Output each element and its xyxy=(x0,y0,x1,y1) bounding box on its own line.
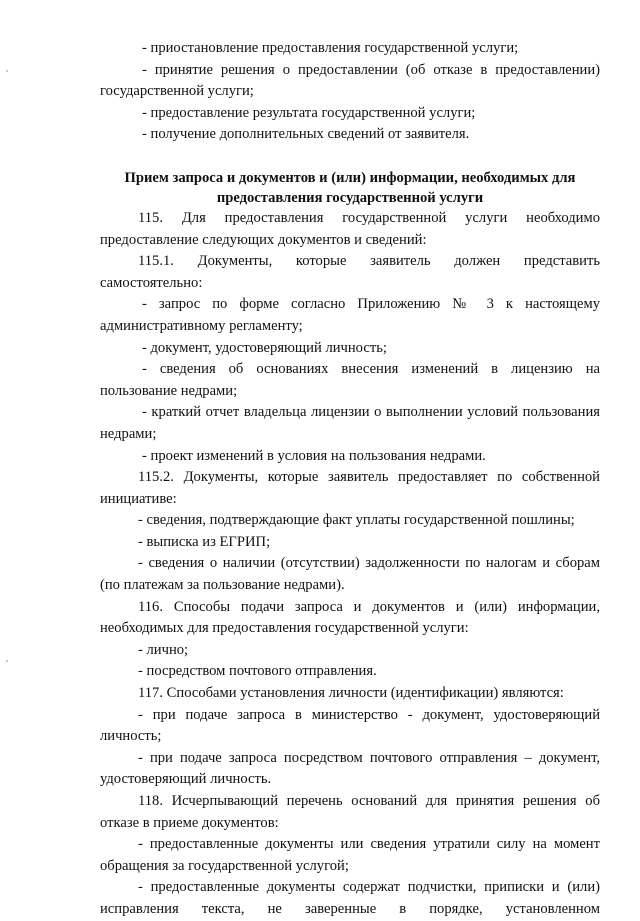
list-item: - сведения о наличии (отсутствии) задолженности по налогам и сборам (по платежам за пользование недрами). xyxy=(100,555,600,594)
list-item: - получение дополнительных сведений от заявителя. xyxy=(142,126,470,143)
list-item: - проект изменений в условия на пользования недрами. xyxy=(142,447,486,464)
paragraph: 117. Способами установления личности (идентификации) являются: xyxy=(138,685,564,702)
paragraph: 115.1. Документы, которые заявитель должен представить самостоятельно: xyxy=(100,253,600,291)
paragraph: 115. Для предоставления государственной услуги необходимо предоставление следующих документов и сведений: xyxy=(100,209,600,248)
paragraph: 118. Исчерпывающий перечень оснований для принятия решения об отказе в приеме документов: xyxy=(100,793,600,831)
section-heading: Прием запроса и документов и (или) информации, необходимых для предоставления государственной услуги xyxy=(124,169,576,206)
list-item: - при подаче запроса посредством почтового отправления – документ, удостоверяющий личность. xyxy=(100,749,600,788)
list-item: - лично; xyxy=(138,641,189,658)
list-item: - приостановление предоставления государственной услуги; xyxy=(142,40,519,56)
list-item: - выписка из ЕГРИП; xyxy=(138,533,271,550)
list-item: - принятие решения о предоставлении (об отказе в предоставлении) государственной услуги; xyxy=(100,61,600,100)
list-item: - предоставление результата государственной услуги; xyxy=(142,104,476,121)
paragraph: 115.2. Документы, которые заявитель предоставляет по собственной инициативе: xyxy=(100,469,600,507)
list-item: - документ, удостоверяющий личность; xyxy=(142,339,387,356)
scan-mark xyxy=(6,660,8,662)
list-item: - при подаче запроса в министерство - документ, удостоверяющий личность; xyxy=(100,706,600,745)
list-item: - предоставленные документы или сведения утратили силу на момент обращения за государственной услугой; xyxy=(100,836,600,874)
paragraph: 116. Способы подачи запроса и документов и (или) информации, необходимых для предоставления государственной услуги: xyxy=(100,598,600,637)
list-item: - сведения об основаниях внесения изменений в лицензию на пользование недрами; xyxy=(100,361,600,399)
document-page xyxy=(100,38,600,921)
list-item: - запрос по форме согласно Приложению № 3 к настоящему административному регламенту; xyxy=(100,296,600,334)
list-item: - посредством почтового отправления. xyxy=(138,663,377,680)
scan-mark xyxy=(6,70,8,72)
list-item: - сведения, подтверждающие факт уплаты государственной пошлины; xyxy=(138,512,575,529)
list-item: - краткий отчет владельца лицензии о выполнении условий пользования недрами; xyxy=(100,404,600,442)
list-item: - предоставленные документы содержат подчистки, приписки и (или) исправления текста, не заверенные в порядке, установленном xyxy=(100,879,600,917)
